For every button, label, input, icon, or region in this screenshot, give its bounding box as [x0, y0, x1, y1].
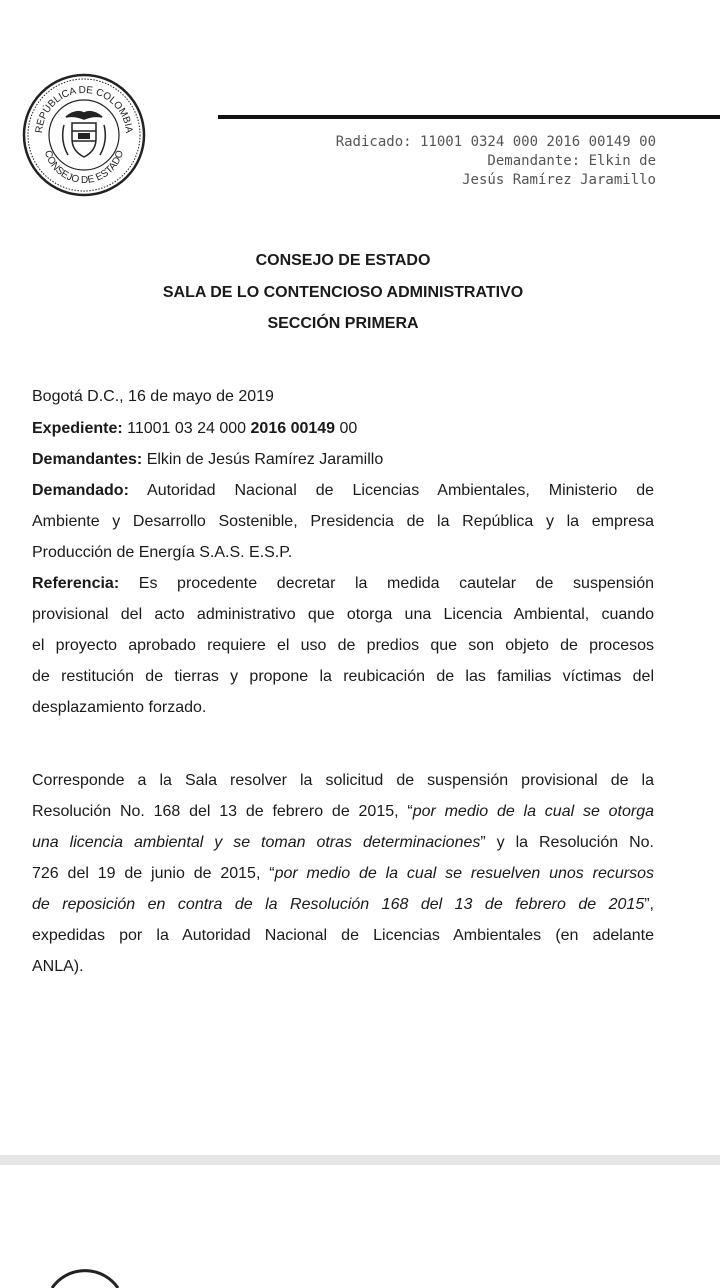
body-text-3b: ” y la Resolución No.: [480, 834, 654, 851]
expediente-label: Expediente:: [32, 420, 123, 437]
expediente-number-suffix: 00: [339, 420, 358, 437]
body-italic-2: por medio de la cual se otorga: [412, 803, 655, 820]
coat-of-arms-icon: [63, 112, 106, 157]
document-date: Bogotá D.C., 16 de mayo de 2019: [32, 388, 274, 405]
body-text-5b: ”,: [644, 896, 654, 913]
demandantes-line: [32, 451, 654, 469]
demandado-text-1: Autoridad Nacional de Licencias Ambientales, Ministerio de: [147, 482, 655, 499]
next-page: [0, 1165, 720, 1280]
body-text-2a: Resolución No. 168 del 13 de febrero de 2015, “: [32, 803, 413, 820]
referencia-label: Referencia:: [32, 575, 120, 592]
body-italic-5: de reposición en contra de la Resolución 168 del 13 de febrero de 2015: [32, 896, 645, 913]
demandantes-label: Demandantes:: [32, 451, 143, 468]
referencia-line-1: [32, 575, 654, 593]
svg-text:REPÚBLICA DE COLOMBIA: REPÚBLICA DE COLOMBIA: [33, 84, 135, 134]
body-line-3: [32, 834, 654, 852]
body-line-1: Corresponde a la Sala resolver la solicitud de suspensión provisional de la: [32, 772, 654, 789]
referencia-line-2: provisional del acto administrativo que otorga una Licencia Ambiental, cuando: [32, 606, 654, 623]
referencia-line-3: el proyecto aprobado requiere el uso de predios que son objeto de procesos: [32, 637, 654, 654]
body-line-4: [32, 865, 654, 883]
header-rule: [218, 115, 720, 119]
demandado-line-2: Ambiente y Desarrollo Sostenible, Presidencia de la República y la empresa: [32, 513, 654, 530]
chamber-name: SALA DE LO CONTENCIOSO ADMINISTRATIVO: [162, 284, 524, 301]
referencia-line-5: desplazamiento forzado.: [32, 699, 207, 716]
demandado-label: Demandado:: [32, 482, 129, 499]
case-header: [296, 133, 656, 190]
section-name: SECCIÓN PRIMERA: [267, 315, 419, 332]
expediente-line: [32, 420, 654, 438]
body-line-2: [32, 803, 654, 821]
referencia-text-1: Es procedente decretar la medida cautelar de suspensión: [138, 575, 654, 592]
body-line-6: expedidas por la Autoridad Nacional de Licencias Ambientales (en adelante: [32, 927, 654, 944]
court-name: CONSEJO DE ESTADO: [255, 252, 431, 269]
body-line-7: ANLA).: [32, 958, 84, 975]
svg-text:CONSEJO DE ESTADO: CONSEJO DE ESTADO: [41, 149, 127, 187]
expediente-number-main: 2016 00149: [250, 420, 336, 437]
demandantes-value: Elkin de Jesús Ramírez Jaramillo: [146, 451, 384, 468]
body-text-4a: 726 del 19 de junio de 2015, “: [32, 865, 275, 882]
demandante-line-2: Jesús Ramírez Jaramillo: [462, 172, 656, 188]
body-line-5: [32, 896, 654, 914]
referencia-line-4: de restitución de tierras y propone la reubicación de las familias víctimas del: [32, 668, 654, 685]
next-page-seal-fragment: [50, 1268, 120, 1288]
demandado-line-1: [32, 482, 654, 500]
body-italic-3: una licencia ambiental y se toman otras determinaciones: [32, 834, 481, 851]
radicado-number: Radicado: 11001 0324 000 2016 00149 00: [335, 134, 656, 150]
consejo-de-estado-seal: [22, 73, 146, 197]
demandante-line-1: Demandante: Elkin de: [487, 153, 656, 169]
page-separator: [0, 1155, 720, 1165]
body-italic-4: por medio de la cual se resuelven unos recursos: [274, 865, 655, 882]
expediente-number-prefix: 11001 03 24 000: [127, 420, 247, 437]
demandado-line-3: Producción de Energía S.A.S. E.S.P.: [32, 544, 293, 561]
